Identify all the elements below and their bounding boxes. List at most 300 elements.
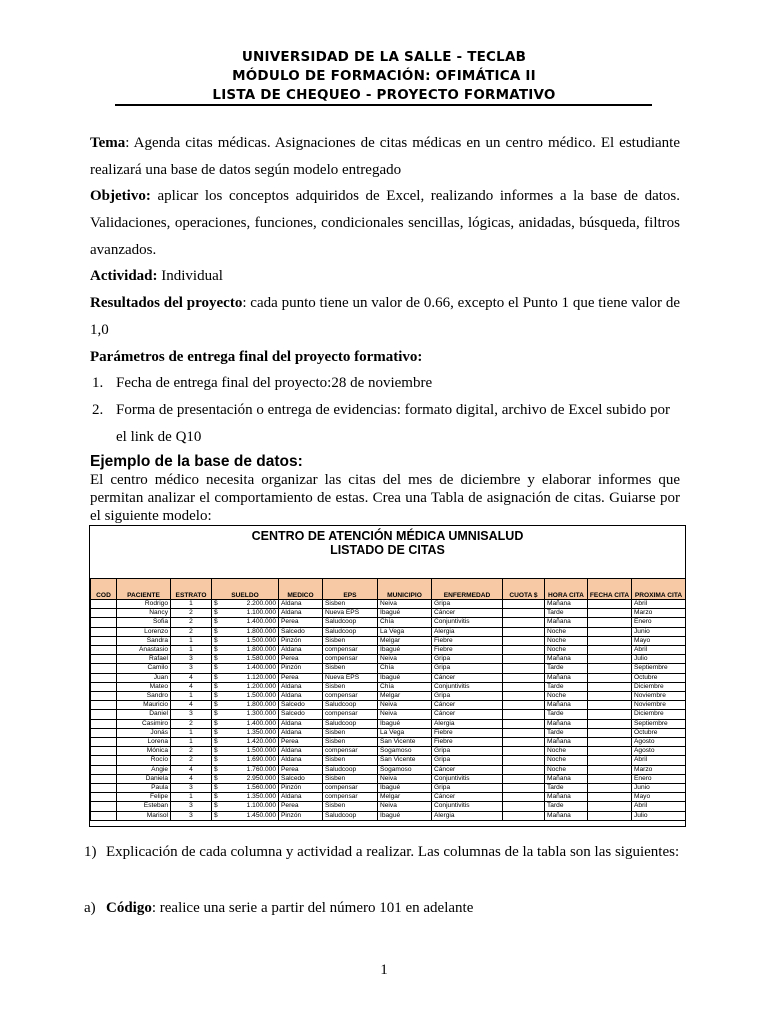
cell-sueldo [212, 618, 279, 627]
cell-cuota [503, 664, 545, 673]
cell-medico: Perea [279, 765, 323, 774]
cell-cod [91, 692, 117, 701]
cell-cod [91, 609, 117, 618]
cell-medico: Pinzón [279, 784, 323, 793]
objetivo-paragraph [90, 183, 680, 264]
cell-sueldo [212, 774, 279, 783]
salary-amount: 1.400.000 [246, 719, 276, 727]
cell-eps: Sisben [323, 682, 378, 691]
cell-hora: Tarde [545, 784, 588, 793]
currency-symbol: $ [214, 600, 218, 607]
cell-eps: compensar [323, 692, 378, 701]
cell-cuota [503, 655, 545, 664]
header-line-module: MÓDULO DE FORMACIÓN: OFIMÁTICA II [232, 68, 536, 84]
cell-paciente: Esteban [117, 802, 171, 811]
currency-symbol: $ [214, 719, 218, 727]
currency-symbol: $ [214, 774, 218, 782]
cell-medico: Aldana [279, 719, 323, 728]
salary-amount: 1.400.000 [246, 618, 276, 626]
tema-text: : Agenda citas médicas. Asignaciones de citas médicas en un centro médico. El estudiante realizará una base de datos según modelo entregado [90, 135, 680, 178]
cell-enfermedad: Gripa [432, 756, 503, 765]
cell-hora: Mañana [545, 655, 588, 664]
objetivo-text: aplicar los conceptos adquiridos de Excel, realizando informes a la base de datos. Validaciones, operaciones, funciones, condicionales sencillas, lógicas, anidadas, búsqueda, filtros avanzados. [90, 188, 680, 258]
cell-paciente: Lorena [117, 738, 171, 747]
cell-fecha [588, 802, 632, 811]
cell-eps: Saludcoop [323, 719, 378, 728]
salary-amount: 2.200.000 [246, 600, 276, 607]
cell-paciente: Nancy [117, 609, 171, 618]
cell-proxima: Noviembre [632, 701, 686, 710]
sheet-title: CENTRO DE ATENCIÓN MÉDICA UMNISALUD [251, 529, 524, 543]
cell-proxima: Noviembre [632, 692, 686, 701]
cell-hora: Mañana [545, 618, 588, 627]
cell-medico: Aldana [279, 692, 323, 701]
actividad-text: Individual [157, 268, 223, 284]
table-row [91, 600, 686, 609]
cell-cod [91, 793, 117, 802]
column-header: MEDICO [279, 579, 323, 600]
cell-estrato: 1 [171, 600, 212, 609]
cell-paciente: Daniela [117, 774, 171, 783]
cell-enfermedad: Alergia [432, 719, 503, 728]
cell-medico: Salcedo [279, 627, 323, 636]
cell-sueldo [212, 600, 279, 609]
cell-hora: Mañana [545, 719, 588, 728]
cell-sueldo [212, 673, 279, 682]
cell-proxima: Agosto [632, 747, 686, 756]
cell-estrato: 3 [171, 710, 212, 719]
cell-paciente: Angie [117, 765, 171, 774]
cell-municipio: Ibagué [378, 811, 432, 820]
cell-sueldo [212, 728, 279, 737]
cell-cuota [503, 728, 545, 737]
cell-proxima: Agosto [632, 738, 686, 747]
cell-enfermedad: Cáncer [432, 710, 503, 719]
currency-symbol: $ [214, 784, 218, 792]
cell-medico: Perea [279, 802, 323, 811]
currency-symbol: $ [214, 793, 218, 801]
cell-fecha [588, 784, 632, 793]
cell-enfermedad: Gripa [432, 747, 503, 756]
cell-estrato: 4 [171, 774, 212, 783]
table-row [91, 811, 686, 820]
table-row [91, 756, 686, 765]
cell-paciente: Mateo [117, 682, 171, 691]
cell-eps: Saludcoop [323, 618, 378, 627]
cell-municipio: Ibagué [378, 719, 432, 728]
cell-proxima: Septiembre [632, 719, 686, 728]
cell-cuota [503, 784, 545, 793]
cell-cuota [503, 811, 545, 820]
cell-fecha [588, 774, 632, 783]
cell-paciente: Anastasio [117, 646, 171, 655]
cell-municipio: San Vicente [378, 756, 432, 765]
cell-hora: Tarde [545, 609, 588, 618]
cell-sueldo [212, 793, 279, 802]
cell-paciente: Lorenzo [117, 627, 171, 636]
cell-enfermedad: Alergia [432, 627, 503, 636]
cell-cuota [503, 738, 545, 747]
cell-proxima: Septiembre [632, 664, 686, 673]
cell-enfermedad: Cáncer [432, 765, 503, 774]
cell-fecha [588, 682, 632, 691]
cell-eps: Saludcoop [323, 811, 378, 820]
cell-municipio: Neiva [378, 600, 432, 609]
cell-estrato: 3 [171, 811, 212, 820]
column-header: FECHA CITA [588, 579, 632, 600]
list-item-text: Forma de presentación o entrega de evidencias: formato digital, archivo de Excel subido por el link de Q10 [116, 402, 670, 445]
cell-cod [91, 738, 117, 747]
currency-symbol: $ [214, 655, 218, 663]
cell-sueldo [212, 802, 279, 811]
currency-symbol: $ [214, 728, 218, 736]
cell-cod [91, 784, 117, 793]
cell-municipio: Neiva [378, 774, 432, 783]
cell-proxima: Abril [632, 600, 686, 609]
cell-paciente: Daniel [117, 710, 171, 719]
cell-sueldo [212, 692, 279, 701]
cell-hora: Noche [545, 765, 588, 774]
salary-amount: 1.120.000 [246, 673, 276, 681]
cell-hora: Noche [545, 692, 588, 701]
cell-cuota [503, 710, 545, 719]
cell-cuota [503, 692, 545, 701]
cell-fecha [588, 719, 632, 728]
cell-eps: Sisben [323, 664, 378, 673]
cell-fecha [588, 618, 632, 627]
salary-amount: 1.300.000 [246, 710, 276, 718]
cell-sueldo [212, 811, 279, 820]
cell-municipio: Neiva [378, 655, 432, 664]
currency-symbol: $ [214, 636, 218, 644]
cell-proxima: Junio [632, 627, 686, 636]
cell-enfermedad: Fiebre [432, 728, 503, 737]
salary-amount: 1.560.000 [246, 784, 276, 792]
cell-medico: Perea [279, 655, 323, 664]
citas-grid [90, 578, 686, 821]
salary-amount: 1.200.000 [246, 682, 276, 690]
cell-medico: Pinzón [279, 664, 323, 673]
cell-hora: Mañana [545, 673, 588, 682]
cell-enfermedad: Gripa [432, 784, 503, 793]
cell-cod [91, 728, 117, 737]
cell-cod [91, 664, 117, 673]
cell-cod [91, 600, 117, 609]
cell-municipio: Ibagué [378, 673, 432, 682]
cell-paciente: Juan [117, 673, 171, 682]
cell-medico: Salcedo [279, 701, 323, 710]
cell-medico: Aldana [279, 728, 323, 737]
cell-cod [91, 673, 117, 682]
list-item-text: Fecha de entrega final del proyecto:28 de noviembre [116, 375, 433, 391]
table-row [91, 719, 686, 728]
cell-cod [91, 627, 117, 636]
currency-symbol: $ [214, 756, 218, 764]
cell-cuota [503, 802, 545, 811]
currency-symbol: $ [214, 701, 218, 709]
cell-estrato: 3 [171, 655, 212, 664]
cell-estrato: 1 [171, 646, 212, 655]
column-header: EPS [323, 579, 378, 600]
cell-enfermedad: Gripa [432, 692, 503, 701]
salary-amount: 1.350.000 [246, 728, 276, 736]
cell-proxima: Mayo [632, 793, 686, 802]
cell-hora: Noche [545, 646, 588, 655]
salary-amount: 1.760.000 [246, 765, 276, 773]
cell-paciente: Casimiro [117, 719, 171, 728]
cell-hora: Mañana [545, 600, 588, 609]
currency-symbol: $ [214, 747, 218, 755]
cell-municipio: Sogamoso [378, 747, 432, 756]
cell-hora: Noche [545, 747, 588, 756]
cell-hora: Mañana [545, 793, 588, 802]
cell-estrato: 4 [171, 682, 212, 691]
cell-medico: Perea [279, 738, 323, 747]
explicacion-number: 1) [84, 844, 97, 860]
cell-fecha [588, 728, 632, 737]
salary-amount: 1.800.000 [246, 701, 276, 709]
cell-sueldo [212, 609, 279, 618]
tema-label: Tema [90, 135, 126, 151]
cell-sueldo [212, 636, 279, 645]
cell-cuota [503, 774, 545, 783]
list-item-number: 2. [92, 402, 104, 418]
cell-cod [91, 719, 117, 728]
cell-paciente: Rocío [117, 756, 171, 765]
currency-symbol: $ [214, 710, 218, 718]
cell-paciente: Mónica [117, 747, 171, 756]
cell-municipio: Ibagué [378, 784, 432, 793]
cell-municipio: Sogamoso [378, 765, 432, 774]
cell-fecha [588, 747, 632, 756]
cell-enfermedad: Conjuntivitis [432, 682, 503, 691]
resultados-text: : cada punto tiene un valor de 0.66, excepto el Punto 1 que tiene valor de 1,0 [90, 295, 680, 338]
cell-medico: Aldana [279, 756, 323, 765]
column-header: ENFERMEDAD [432, 579, 503, 600]
cell-eps: compensar [323, 784, 378, 793]
salary-amount: 1.500.000 [246, 636, 276, 644]
cell-cod [91, 618, 117, 627]
cell-cod [91, 636, 117, 645]
cell-sueldo [212, 627, 279, 636]
cell-eps: Sisben [323, 728, 378, 737]
cell-estrato: 3 [171, 664, 212, 673]
cell-estrato: 3 [171, 784, 212, 793]
cell-estrato: 1 [171, 692, 212, 701]
table-row [91, 774, 686, 783]
currency-symbol: $ [214, 738, 218, 746]
table-row [91, 793, 686, 802]
cell-eps: Sisben [323, 756, 378, 765]
cell-eps: Saludcoop [323, 627, 378, 636]
cell-sueldo [212, 664, 279, 673]
salary-amount: 1.800.000 [246, 627, 276, 635]
cell-medico: Perea [279, 618, 323, 627]
cell-hora: Noche [545, 636, 588, 645]
codigo-label: Código [106, 900, 152, 916]
cell-estrato: 2 [171, 618, 212, 627]
cell-municipio: Neiva [378, 701, 432, 710]
cell-estrato: 4 [171, 701, 212, 710]
parametros-heading-text: Parámetros de entrega final del proyecto formativo: [90, 349, 423, 365]
example-body: El centro médico necesita organizar las citas del mes de diciembre y elaborar informes que permitan analizar el comportamiento de estas. Crea una Tabla de asignación de citas. Guiarse por el siguiente modelo: [90, 472, 680, 524]
cell-enfermedad: Gripa [432, 600, 503, 609]
currency-symbol: $ [214, 692, 218, 700]
cell-fecha [588, 793, 632, 802]
cell-sueldo [212, 747, 279, 756]
table-row [91, 646, 686, 655]
cell-sueldo [212, 784, 279, 793]
cell-hora: Tarde [545, 682, 588, 691]
table-row [91, 710, 686, 719]
cell-cuota [503, 719, 545, 728]
currency-symbol: $ [214, 682, 218, 690]
cell-medico: Aldana [279, 646, 323, 655]
salary-amount: 1.500.000 [246, 692, 276, 700]
cell-fecha [588, 655, 632, 664]
table-row [91, 692, 686, 701]
currency-symbol: $ [214, 802, 218, 810]
cell-medico: Aldana [279, 747, 323, 756]
table-row [91, 618, 686, 627]
column-header: MUNICIPIO [378, 579, 432, 600]
cell-sueldo [212, 765, 279, 774]
salary-amount: 2.950.000 [246, 774, 276, 782]
cell-estrato: 2 [171, 756, 212, 765]
column-header: HORA CITA [545, 579, 588, 600]
column-header: CUOTA $ [503, 579, 545, 600]
resultados-paragraph [90, 290, 680, 344]
cell-eps: Sisben [323, 636, 378, 645]
cell-sueldo [212, 756, 279, 765]
cell-enfermedad: Fiebre [432, 636, 503, 645]
cell-medico: Pinzón [279, 811, 323, 820]
cell-proxima: Diciembre [632, 710, 686, 719]
cell-municipio: Melgar [378, 636, 432, 645]
currency-symbol: $ [214, 673, 218, 681]
cell-eps: compensar [323, 747, 378, 756]
cell-sueldo [212, 710, 279, 719]
cell-estrato: 4 [171, 673, 212, 682]
cell-eps: Sisben [323, 600, 378, 609]
cell-enfermedad: Conjuntivitis [432, 802, 503, 811]
cell-medico: Aldana [279, 609, 323, 618]
cell-fecha [588, 627, 632, 636]
cell-eps: Sisben [323, 738, 378, 747]
list-item-number: 1. [92, 375, 104, 391]
cell-proxima: Enero [632, 618, 686, 627]
table-header-row [91, 579, 686, 600]
spreadsheet-table [89, 525, 686, 827]
resultados-label: Resultados del proyecto [90, 295, 243, 311]
cell-medico: Pinzón [279, 636, 323, 645]
table-row [91, 636, 686, 645]
cell-municipio: Chía [378, 664, 432, 673]
table-row [91, 673, 686, 682]
cell-sueldo [212, 682, 279, 691]
table-row [91, 765, 686, 774]
cell-paciente: Paula [117, 784, 171, 793]
cell-hora: Noche [545, 627, 588, 636]
cell-paciente: Sandro [117, 692, 171, 701]
cell-hora: Tarde [545, 802, 588, 811]
cell-eps: compensar [323, 710, 378, 719]
currency-symbol: $ [214, 646, 218, 654]
cell-eps: Nueva EPS [323, 609, 378, 618]
cell-fecha [588, 765, 632, 774]
table-row [91, 627, 686, 636]
column-header: PACIENTE [117, 579, 171, 600]
cell-paciente: Jonás [117, 728, 171, 737]
cell-hora: Mañana [545, 701, 588, 710]
cell-paciente: Marisol [117, 811, 171, 820]
currency-symbol: $ [214, 765, 218, 773]
cell-cuota [503, 627, 545, 636]
cell-municipio: Neiva [378, 710, 432, 719]
currency-symbol: $ [214, 811, 218, 819]
cell-estrato: 4 [171, 765, 212, 774]
table-row [91, 802, 686, 811]
cell-proxima: Julio [632, 811, 686, 820]
salary-amount: 1.100.000 [246, 802, 276, 810]
cell-municipio: La Vega [378, 627, 432, 636]
cell-municipio: Chía [378, 618, 432, 627]
cell-enfermedad: Fiebre [432, 646, 503, 655]
table-row [91, 664, 686, 673]
cell-proxima: Abril [632, 802, 686, 811]
cell-medico: Aldana [279, 600, 323, 609]
cell-fecha [588, 710, 632, 719]
cell-estrato: 1 [171, 728, 212, 737]
salary-amount: 1.400.000 [246, 664, 276, 672]
codigo-text [106, 895, 672, 922]
cell-eps: Nueva EPS [323, 673, 378, 682]
cell-fecha [588, 664, 632, 673]
cell-cuota [503, 646, 545, 655]
cell-cuota [503, 747, 545, 756]
salary-amount: 1.800.000 [246, 646, 276, 654]
cell-proxima: Julio [632, 655, 686, 664]
cell-proxima: Diciembre [632, 682, 686, 691]
cell-municipio: Ibagué [378, 646, 432, 655]
cell-hora: Mañana [545, 774, 588, 783]
cell-cuota [503, 765, 545, 774]
cell-cod [91, 701, 117, 710]
cell-cuota [503, 682, 545, 691]
cell-paciente: Rodrigo [117, 600, 171, 609]
cell-cuota [503, 673, 545, 682]
cell-proxima: Octubre [632, 728, 686, 737]
page-number: 1 [380, 962, 388, 978]
salary-amount: 1.690.000 [246, 756, 276, 764]
cell-eps: Sisben [323, 774, 378, 783]
cell-cuota [503, 701, 545, 710]
codigo-description: : realice una serie a partir del número 101 en adelante [151, 900, 474, 916]
cell-sueldo [212, 719, 279, 728]
cell-cuota [503, 609, 545, 618]
cell-paciente: Sofia [117, 618, 171, 627]
cell-hora: Tarde [545, 728, 588, 737]
cell-enfermedad: Gripa [432, 655, 503, 664]
cell-municipio: Chía [378, 682, 432, 691]
cell-sueldo [212, 646, 279, 655]
currency-symbol: $ [214, 664, 218, 672]
cell-proxima: Enero [632, 774, 686, 783]
objetivo-label: Objetivo: [90, 188, 151, 204]
cell-eps: compensar [323, 646, 378, 655]
cell-paciente: Sandra [117, 636, 171, 645]
currency-symbol: $ [214, 627, 218, 635]
